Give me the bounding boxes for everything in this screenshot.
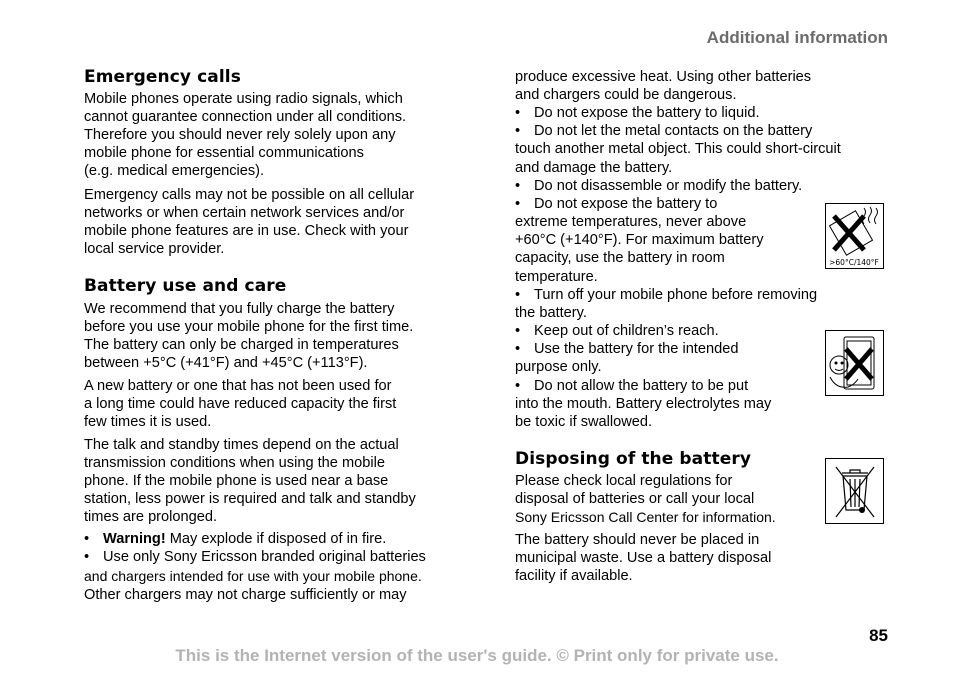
text-line: (e.g. medical emergencies).	[84, 163, 265, 179]
text-line: Other chargers may not charge sufficiently or may	[84, 587, 407, 603]
text-line: produce excessive heat. Using other batteries	[515, 69, 812, 85]
emergency-heading: Emergency calls	[84, 67, 241, 87]
text-line: into the mouth. Battery electrolytes may	[515, 396, 772, 412]
warning-bullet	[84, 530, 386, 548]
text-line: phone. If the mobile phone is used near a base	[84, 473, 389, 489]
text-line: purpose only.	[515, 359, 602, 375]
page-number: 85	[869, 626, 888, 645]
text-line: the battery.	[515, 305, 587, 321]
warning-text: May explode if disposed of in fire.	[165, 531, 387, 547]
text-line: +60°C (+140°F). For maximum battery	[515, 232, 764, 248]
text-line: disposal of batteries or call your local	[515, 491, 755, 507]
text-line: mobile phone features are in use. Check with your	[84, 223, 409, 239]
battery-heading: Battery use and care	[84, 276, 287, 296]
bullet-item: • Turn off your mobile phone before removing	[515, 286, 817, 304]
text-line: be toxic if swallowed.	[515, 414, 653, 430]
bullet-item: • Do not expose the battery to liquid.	[515, 104, 760, 122]
text-line: and chargers intended for use with your mobile phone.	[84, 568, 422, 584]
text-line: The battery can only be charged in temperatures	[84, 337, 399, 353]
no-waste-bin-icon	[825, 458, 884, 524]
text-line: mobile phone for essential communications	[84, 145, 364, 161]
text-line: station, less power is required and talk and standby	[84, 491, 416, 507]
text-line: Sony Ericsson Call Center for information.	[515, 509, 776, 525]
temperature-label: >60°C/140°F	[829, 258, 879, 267]
section-header: Additional information	[706, 28, 888, 47]
bullet-item: • Use only Sony Ericsson branded original batteries	[84, 548, 426, 566]
text-line: extreme temperatures, never above	[515, 214, 747, 230]
text-line: and damage the battery.	[515, 160, 673, 176]
keep-away-from-children-icon	[825, 330, 884, 396]
text-line: between +5°C (+41°F) and +45°C (+113°F).	[84, 355, 368, 371]
text-line: capacity, use the battery in room	[515, 250, 725, 266]
text-line: times are prolonged.	[84, 509, 218, 525]
text-line: A new battery or one that has not been used for	[84, 378, 392, 394]
text-line: We recommend that you fully charge the battery	[84, 301, 395, 317]
text-line: Emergency calls may not be possible on all cellular	[84, 187, 415, 203]
text-line: municipal waste. Use a battery disposal	[515, 550, 772, 566]
text-line: The talk and standby times depend on the actual	[84, 437, 399, 453]
bullet-item: • Do not allow the battery to be put	[515, 377, 748, 395]
text-line: local service provider.	[84, 241, 225, 257]
text-line: Please check local regulations for	[515, 473, 733, 489]
bullet-item: • Do not let the metal contacts on the battery	[515, 122, 812, 140]
text-line: The battery should never be placed in	[515, 532, 760, 548]
warning-label: Warning!	[103, 531, 166, 547]
bullet-item: • Do not disassemble or modify the battery.	[515, 177, 802, 195]
text-line: Mobile phones operate using radio signals, which	[84, 91, 403, 107]
text-line: cannot guarantee connection under all conditions.	[84, 109, 407, 125]
text-line: facility if available.	[515, 568, 633, 584]
text-line: before you use your mobile phone for the first time.	[84, 319, 414, 335]
text-line: Therefore you should never rely solely upon any	[84, 127, 396, 143]
text-line: temperature.	[515, 269, 598, 285]
bullet-item: • Keep out of children’s reach.	[515, 322, 719, 340]
text-line: and chargers could be dangerous.	[515, 87, 737, 103]
bullet-item: • Do not expose the battery to	[515, 195, 717, 213]
bullet-item: • Use the battery for the intended	[515, 340, 738, 358]
text-line: few times it is used.	[84, 414, 212, 430]
text-line: a long time could have reduced capacity the first	[84, 396, 397, 412]
text-line: touch another metal object. This could short-circuit	[515, 141, 841, 157]
text-line: transmission conditions when using the mobile	[84, 455, 385, 471]
no-heat-icon	[825, 203, 884, 269]
text-line: networks or when certain network services and/or	[84, 205, 405, 221]
footer-notice: This is the Internet version of the user's guide. © Print only for private use.	[175, 646, 779, 665]
disposal-heading: Disposing of the battery	[515, 449, 752, 469]
